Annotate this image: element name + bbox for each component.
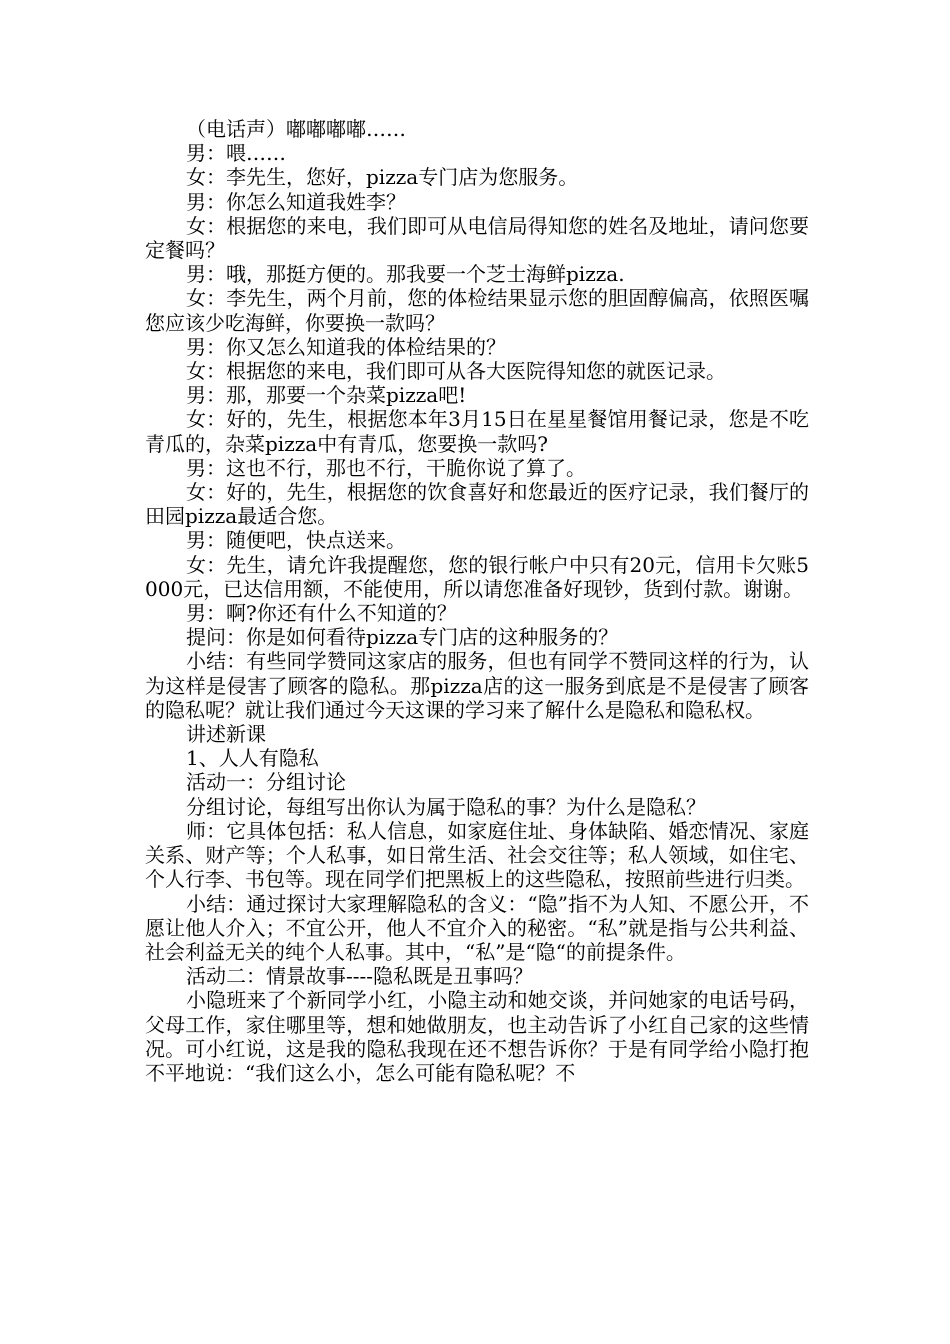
paragraph: 男：那，那要一个杂菜pizza吧! [186,383,467,408]
paragraph: 女：好的，先生，根据您本年3月15日在星星餐馆用餐记录，您是不吃青瓜的，杂菜pizza中有青瓜，您要换一款吗? [145,407,809,456]
paragraph: 女：李先生，两个月前，您的体检结果显示您的胆固醇偏高，依照医嘱您应该少吃海鲜，你要换一款吗？ [145,286,809,335]
paragraph: 女：根据您的来电，我们即可从电信局得知您的姓名及地址，请问您要定餐吗？ [145,213,809,263]
paragraph: 师：它具体包括：私人信息，如家庭住址、身体缺陷、婚恋情况、家庭关系、财产等；个人私事，如日常生活、社会交往等；私人领域，如住宅、个人行李、书包等。现在同学们把黑板上的这些隐私，按照前些进行归类。 [145,818,809,892]
paragraph: 男：随便吧，快点送来。 [186,528,406,553]
paragraph: 小结：有些同学赞同这家店的服务，但也有同学不赞同这样的行为，认为这样是侵害了顾客的隐私。那pizza店的这一服务到底是不是侵害了顾客的隐私呢？就让我们通过今天这课的学习来了解什么是隐私和隐私权。 [145,649,809,722]
paragraph: 小隐班来了个新同学小红，小隐主动和她交谈，并问她家的电话号码，父母工作，家住哪里等，想和她做朋友，也主动告诉了小红自己家的这些情况。可小红说，这是我的隐私我现在还不想告诉你？于是有同学给小隐打抱不平地说：“我们这么小，怎么可能有隐私呢？不 [145,988,809,1085]
paragraph: （电话声）嘟嘟嘟嘟…… [186,117,406,141]
paragraph: 男：哦，那挺方便的。那我要一个芝士海鲜pizza. [186,262,625,287]
activity-heading: 活动二：情景故事----隐私既是丑事吗？ [186,964,534,989]
paragraph: 男：你又怎么知道我的体检结果的？ [186,334,506,359]
paragraph: 小结：通过探讨大家理解隐私的含义：“隐”指不为人知、不愿公开，不愿让他人介入；不宜公开，他人不宜介入的秘密。“私”就是指与公共利益、社会利益无关的纯个人私事。其中，“私”是“隐“的前提条件。 [145,891,809,964]
paragraph: 男：啊?你还有什么不知道的？ [186,601,457,626]
activity-heading: 活动一：分组讨论 [186,770,346,795]
paragraph: 男：你怎么知道我姓李？ [186,189,406,214]
paragraph: 女：李先生，您好，pizza专门店为您服务。 [186,165,579,190]
paragraph: 女：先生，请允许我提醒您，您的银行帐户中只有20元，信用卡欠账5000元，已达信用额，不能使用，所以请您准备好现钞，货到付款。谢谢。 [145,552,809,601]
section-heading: 讲述新课 [186,722,266,747]
subsection-heading: 1、人人有隐私 [186,746,319,771]
document-body [145,117,809,1085]
paragraph: 男：这也不行，那也不行，干脆你说了算了。 [186,455,586,480]
paragraph: 女：根据您的来电，我们即可从各大医院得知您的就医记录。 [186,359,726,384]
paragraph: 女：好的，先生，根据您的饮食喜好和您最近的医疗记录，我们餐厅的田园pizza最适合您。 [145,480,809,529]
paragraph: 提问：你是如何看待pizza专门店的这种服务的？ [186,625,619,650]
paragraph: 分组讨论，每组写出你认为属于隐私的事？为什么是隐私？ [186,794,706,819]
paragraph: 男：喂…… [186,141,286,166]
